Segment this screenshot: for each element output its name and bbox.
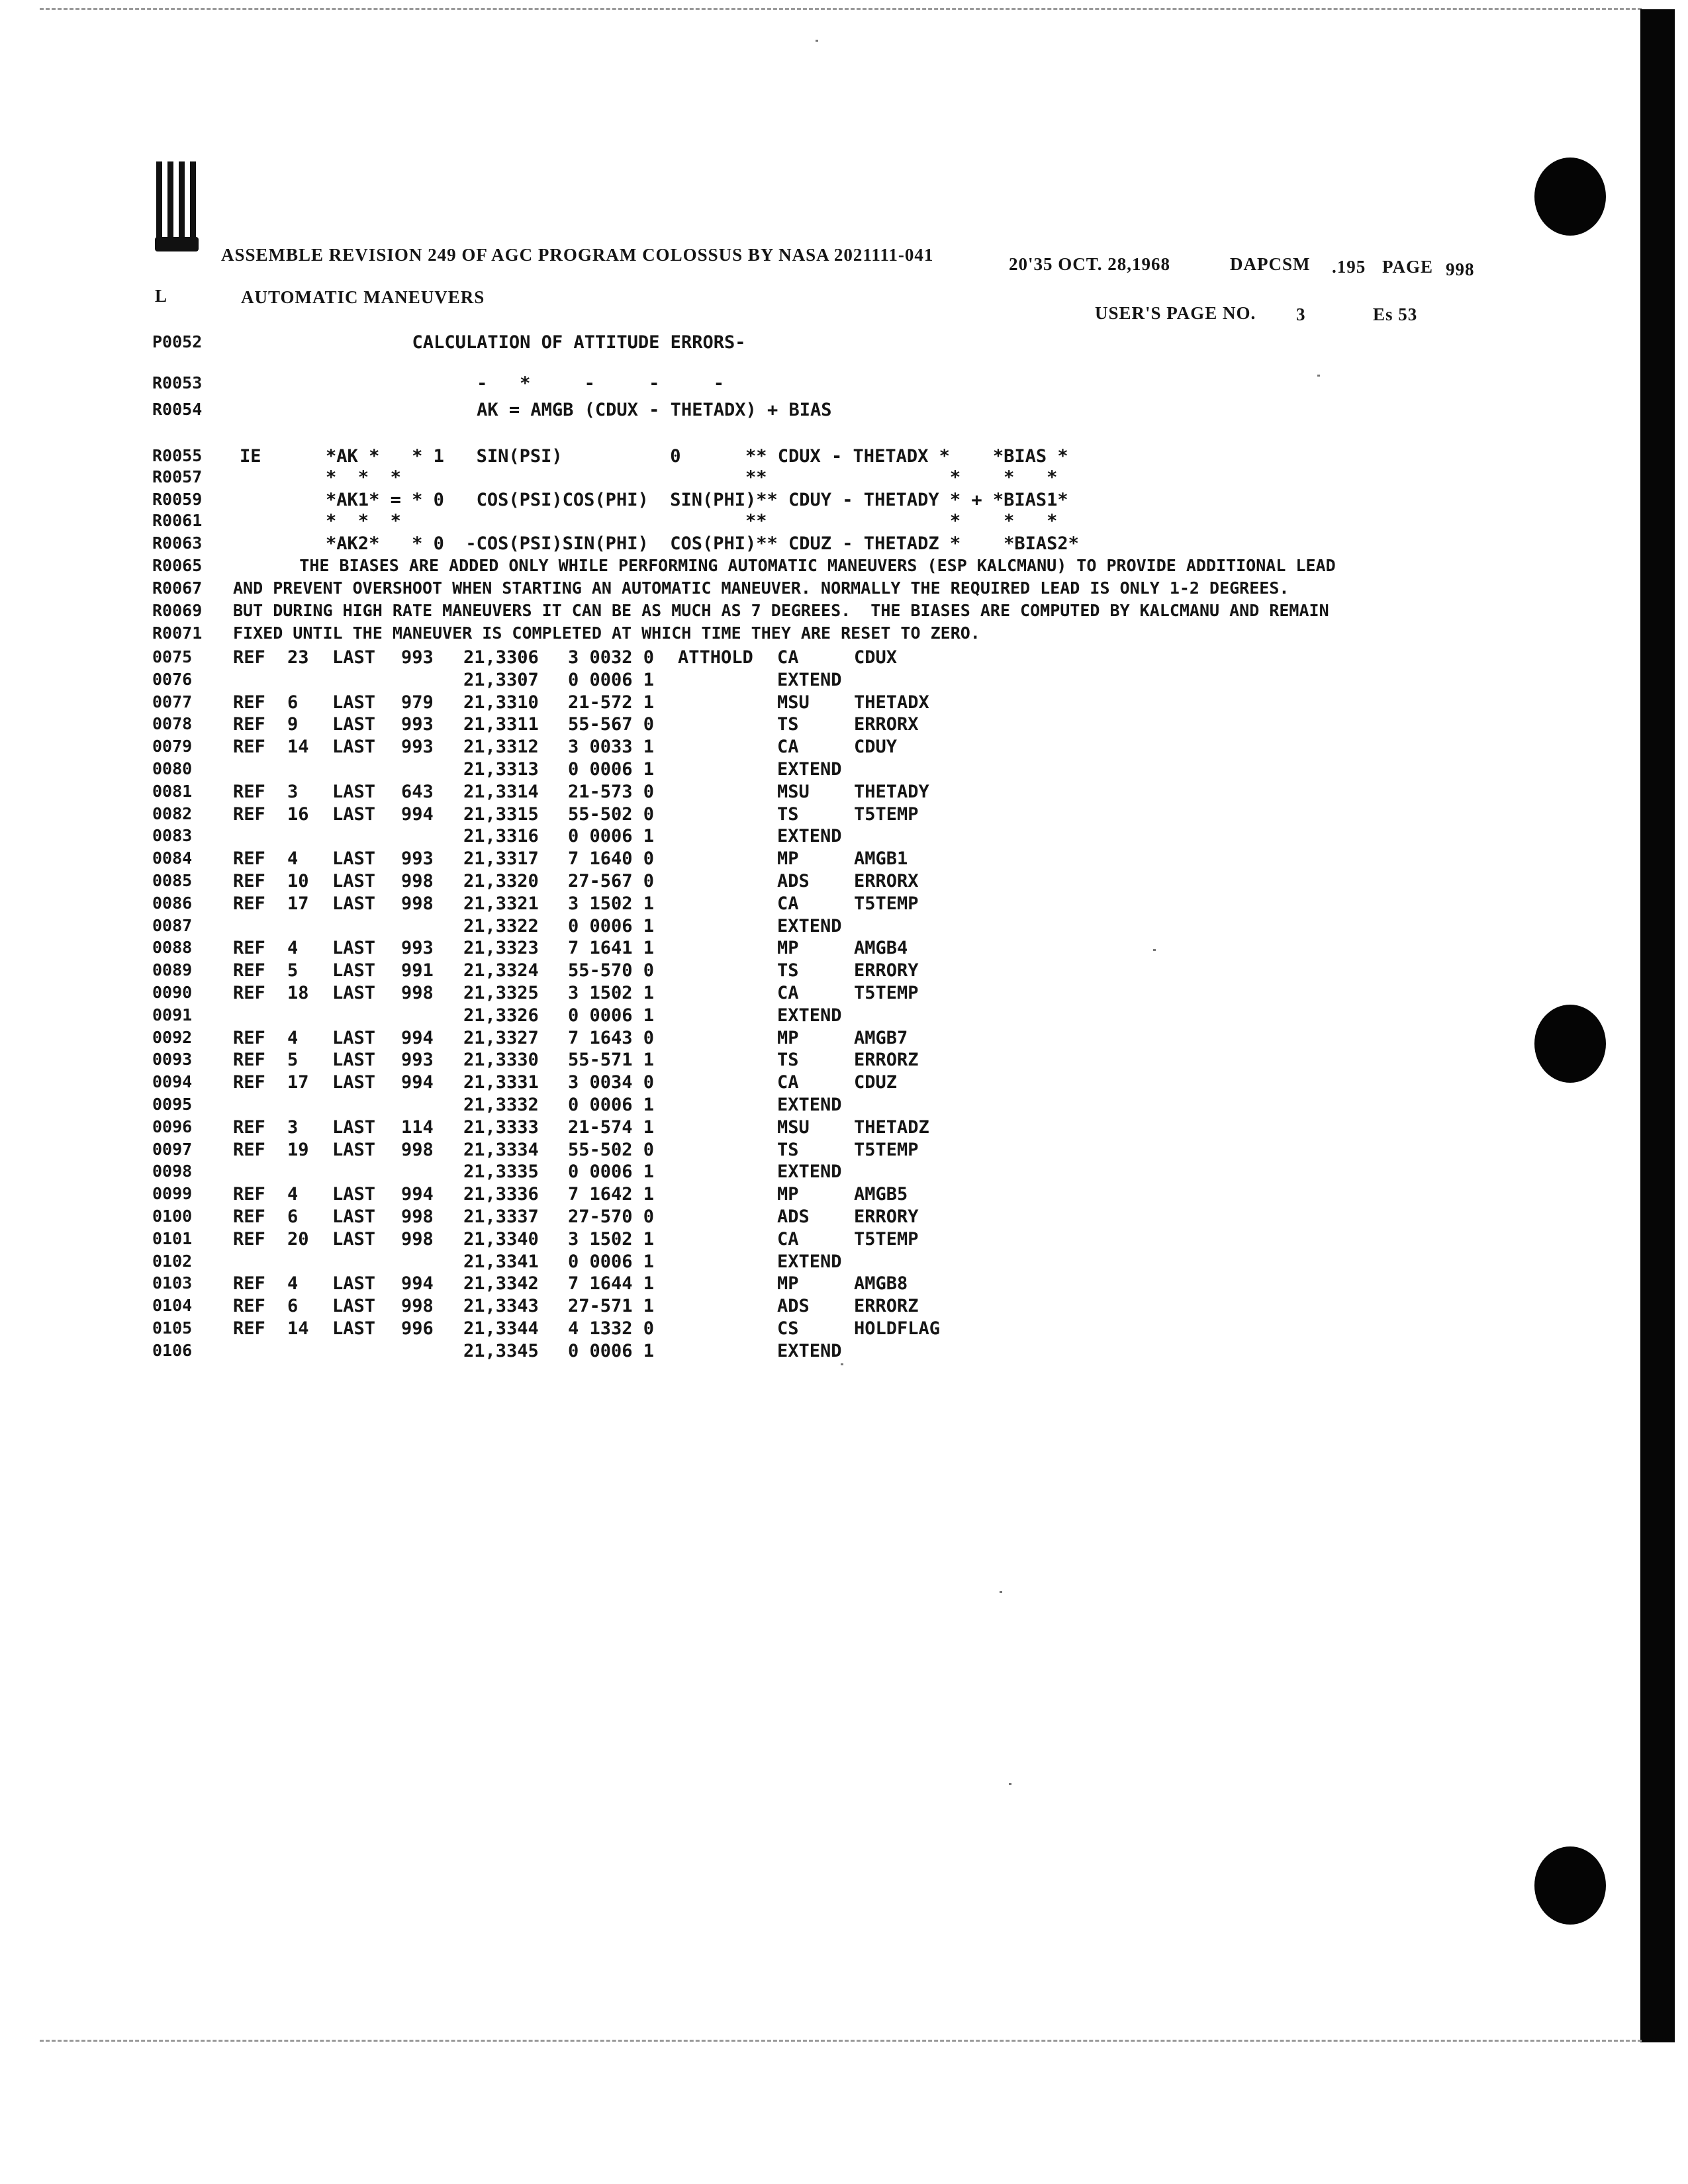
operand: CDUY [854, 737, 898, 757]
address: 21,3335 [463, 1161, 539, 1182]
octal-word: 27-571 1 [568, 1296, 655, 1316]
operand: ERRORX [854, 714, 919, 735]
last-marker: LAST [332, 714, 376, 735]
opcode: CS [777, 1318, 799, 1339]
card-number: 998 [401, 871, 434, 891]
line-number: R0054 [152, 400, 203, 419]
ref-count: 5 [287, 1050, 299, 1070]
top-scan-edge [40, 8, 1642, 12]
ref-count: 3 [287, 1117, 299, 1138]
line-text: AK = AMGB (CDUX - THETADX) + BIAS [305, 400, 832, 420]
line-number: 0079 [152, 737, 193, 756]
octal-word: 7 1640 0 [568, 848, 655, 869]
operand: CDUZ [854, 1072, 898, 1093]
octal-word: 0 0006 1 [568, 1161, 655, 1182]
opcode: MP [777, 1184, 799, 1205]
line-number: 0076 [152, 670, 193, 689]
octal-word: 0 0006 1 [568, 670, 655, 690]
opcode: EXTEND [777, 1341, 842, 1361]
ref-count: 9 [287, 714, 299, 735]
line-text: IE *AK * * 1 SIN(PSI) 0 ** CDUX - THETADX * *BIAS * [240, 446, 1068, 467]
operand: ERRORZ [854, 1296, 919, 1316]
card-number: 994 [401, 1273, 434, 1294]
line-number: 0080 [152, 759, 193, 778]
ref-marker: REF [233, 1273, 265, 1294]
opcode: TS [777, 1140, 799, 1160]
line-number: 0098 [152, 1161, 193, 1181]
opcode: MSU [777, 1117, 810, 1138]
address: 21,3325 [463, 983, 539, 1003]
address: 21,3323 [463, 938, 539, 958]
ref-marker: REF [233, 647, 265, 668]
octal-word: 21-573 0 [568, 782, 655, 802]
operand: ERRORX [854, 871, 919, 891]
label: ATTHOLD [678, 647, 753, 668]
line-number: 0100 [152, 1206, 193, 1226]
last-marker: LAST [332, 893, 376, 914]
card-number: 979 [401, 692, 434, 713]
card-number: 991 [401, 960, 434, 981]
ref-marker: REF [233, 1050, 265, 1070]
line-text: BUT DURING HIGH RATE MANEUVERS IT CAN BE AS MUCH AS 7 DEGREES. THE BIASES ARE COMPUTED BY KALCMANU AND REMAIN [233, 601, 1329, 620]
address: 21,3341 [463, 1251, 539, 1272]
line-number: 0101 [152, 1229, 193, 1248]
ref-count: 17 [287, 893, 309, 914]
line-text: THE BIASES ARE ADDED ONLY WHILE PERFORMING AUTOMATIC MANEUVERS (ESP KALCMANU) TO PROVIDE ADDITIONAL LEAD [240, 556, 1336, 575]
line-number: 0095 [152, 1095, 193, 1114]
ref-marker: REF [233, 1206, 265, 1227]
card-number: 998 [401, 1296, 434, 1316]
operand: T5TEMP [854, 893, 919, 914]
ref-count: 4 [287, 1184, 299, 1205]
line-number: 0091 [152, 1005, 193, 1024]
operand: T5TEMP [854, 804, 919, 825]
ref-marker: REF [233, 737, 265, 757]
ref-marker: REF [233, 848, 265, 869]
line-text: * * * ** * * * [240, 467, 1058, 488]
card-number: 998 [401, 1229, 434, 1250]
card-number: 994 [401, 1028, 434, 1048]
octal-word: 0 0006 1 [568, 759, 655, 780]
assembly-title: ASSEMBLE REVISION 249 OF AGC PROGRAM COLOSSUS BY NASA 2021111-041 [221, 245, 934, 265]
last-marker: LAST [332, 737, 376, 757]
octal-word: 7 1644 1 [568, 1273, 655, 1294]
address: 21,3333 [463, 1117, 539, 1138]
ref-count: 16 [287, 804, 309, 825]
opcode: MSU [777, 692, 810, 713]
line-number: 0096 [152, 1117, 193, 1136]
opcode: CA [777, 737, 799, 757]
octal-word: 7 1643 0 [568, 1028, 655, 1048]
last-marker: LAST [332, 1184, 376, 1205]
last-marker: LAST [332, 983, 376, 1003]
ref-marker: REF [233, 983, 265, 1003]
card-number: 998 [401, 1140, 434, 1160]
last-marker: LAST [332, 782, 376, 802]
opcode: EXTEND [777, 670, 842, 690]
line-number: 0106 [152, 1341, 193, 1360]
address: 21,3340 [463, 1229, 539, 1250]
last-marker: LAST [332, 1028, 376, 1048]
operand: AMGB7 [854, 1028, 908, 1048]
card-number: 993 [401, 714, 434, 735]
octal-word: 27-567 0 [568, 871, 655, 891]
address: 21,3327 [463, 1028, 539, 1048]
ref-count: 10 [287, 871, 309, 891]
user-page-label: USER'S PAGE NO. [1095, 303, 1256, 323]
ref-count: 3 [287, 782, 299, 802]
octal-word: 7 1642 1 [568, 1184, 655, 1205]
address: 21,3336 [463, 1184, 539, 1205]
last-marker: LAST [332, 960, 376, 981]
operand: THETADY [854, 782, 929, 802]
ref-marker: REF [233, 1318, 265, 1339]
line-number: 0093 [152, 1050, 193, 1069]
line-number: 0104 [152, 1296, 193, 1315]
ref-marker: REF [233, 804, 265, 825]
ref-count: 6 [287, 692, 299, 713]
line-number: 0077 [152, 692, 193, 711]
scan-speck [1000, 1591, 1002, 1593]
opcode: TS [777, 1050, 799, 1070]
address: 21,3312 [463, 737, 539, 757]
right-scan-edge [1640, 9, 1675, 2042]
opcode: MSU [777, 782, 810, 802]
line-number: 0084 [152, 848, 193, 868]
line-number: R0061 [152, 511, 203, 530]
ref-count: 4 [287, 938, 299, 958]
ref-count: 4 [287, 848, 299, 869]
ref-count: 23 [287, 647, 309, 668]
operand: ERRORZ [854, 1050, 919, 1070]
line-number: 0083 [152, 826, 193, 845]
line-number: R0067 [152, 578, 203, 598]
ref-count: 14 [287, 737, 309, 757]
opcode: EXTEND [777, 1005, 842, 1026]
octal-word: 3 1502 1 [568, 893, 655, 914]
operand: AMGB1 [854, 848, 908, 869]
opcode: ADS [777, 1296, 810, 1316]
operand: T5TEMP [854, 983, 919, 1003]
ref-count: 6 [287, 1296, 299, 1316]
opcode: EXTEND [777, 916, 842, 936]
operand: THETADX [854, 692, 929, 713]
line-text: - * - - - [305, 373, 724, 394]
line-text: *AK1* = * 0 COS(PSI)COS(PHI) SIN(PHI)** CDUY - THETADY * + *BIAS1* [240, 490, 1068, 510]
octal-word: 3 1502 1 [568, 1229, 655, 1250]
line-number: 0092 [152, 1028, 193, 1047]
opcode: MP [777, 848, 799, 869]
opcode: MP [777, 938, 799, 958]
address: 21,3321 [463, 893, 539, 914]
last-marker: LAST [332, 1117, 376, 1138]
address: 21,3332 [463, 1095, 539, 1115]
address: 21,3314 [463, 782, 539, 802]
line-number: 0085 [152, 871, 193, 890]
operand: T5TEMP [854, 1140, 919, 1160]
section-name: AUTOMATIC MANEUVERS [241, 287, 485, 307]
last-marker: LAST [332, 1050, 376, 1070]
last-marker: LAST [332, 692, 376, 713]
operand: CDUX [854, 647, 898, 668]
last-marker: LAST [332, 871, 376, 891]
last-marker: LAST [332, 1072, 376, 1093]
opcode: MP [777, 1028, 799, 1048]
line-number: 0102 [152, 1251, 193, 1271]
card-number: 998 [401, 1206, 434, 1227]
address: 21,3343 [463, 1296, 539, 1316]
card-number: 993 [401, 848, 434, 869]
ref-count: 20 [287, 1229, 309, 1250]
last-marker: LAST [332, 1140, 376, 1160]
address: 21,3322 [463, 916, 539, 936]
octal-word: 4 1332 0 [568, 1318, 655, 1339]
last-marker: LAST [332, 1206, 376, 1227]
last-marker: LAST [332, 938, 376, 958]
ref-marker: REF [233, 1028, 265, 1048]
card-number: 993 [401, 647, 434, 668]
octal-word: 0 0006 1 [568, 916, 655, 936]
last-marker: LAST [332, 804, 376, 825]
line-number: 0075 [152, 647, 193, 666]
line-text: AND PREVENT OVERSHOOT WHEN STARTING AN AUTOMATIC MANEUVER. NORMALLY THE REQUIRED LEAD IS ONLY 1-2 DEGREES. [233, 578, 1289, 598]
ref-marker: REF [233, 782, 265, 802]
ref-marker: REF [233, 871, 265, 891]
printer-logo-icon [155, 161, 199, 254]
scan-speck [1317, 375, 1320, 377]
address: 21,3315 [463, 804, 539, 825]
address: 21,3320 [463, 871, 539, 891]
line-number: R0065 [152, 556, 203, 575]
address: 21,3306 [463, 647, 539, 668]
octal-word: 0 0006 1 [568, 1251, 655, 1272]
opcode: EXTEND [777, 1161, 842, 1182]
ref-marker: REF [233, 1296, 265, 1316]
line-number: 0089 [152, 960, 193, 979]
job-name: DAPCSM [1230, 254, 1311, 274]
last-marker: LAST [332, 1318, 376, 1339]
ref-count: 4 [287, 1028, 299, 1048]
last-marker: LAST [332, 848, 376, 869]
octal-word: 3 1502 1 [568, 983, 655, 1003]
line-number: 0078 [152, 714, 193, 733]
address: 21,3342 [463, 1273, 539, 1294]
ref-marker: REF [233, 1184, 265, 1205]
card-number: 998 [401, 893, 434, 914]
line-number: 0099 [152, 1184, 193, 1203]
card-number: 993 [401, 737, 434, 757]
address: 21,3316 [463, 826, 539, 846]
line-number: R0057 [152, 467, 203, 486]
octal-word: 55-502 0 [568, 1140, 655, 1160]
address: 21,3326 [463, 1005, 539, 1026]
line-number: R0071 [152, 623, 203, 643]
scan-speck [1153, 949, 1156, 951]
operand: AMGB5 [854, 1184, 908, 1205]
address: 21,3337 [463, 1206, 539, 1227]
line-number: 0081 [152, 782, 193, 801]
line-number: 0103 [152, 1273, 193, 1293]
ref-marker: REF [233, 1072, 265, 1093]
octal-word: 0 0006 1 [568, 1095, 655, 1115]
address: 21,3317 [463, 848, 539, 869]
opcode: CA [777, 983, 799, 1003]
card-number: 996 [401, 1318, 434, 1339]
job-suffix: .195 [1332, 257, 1366, 277]
card-number: 993 [401, 1050, 434, 1070]
address: 21,3345 [463, 1341, 539, 1361]
ref-marker: REF [233, 1117, 265, 1138]
ref-count: 18 [287, 983, 309, 1003]
opcode: TS [777, 714, 799, 735]
punch-hole-bottom [1534, 1846, 1606, 1925]
line-number: 0088 [152, 938, 193, 957]
opcode: CA [777, 1072, 799, 1093]
opcode: EXTEND [777, 1095, 842, 1115]
bottom-scan-edge [40, 2040, 1642, 2044]
line-number: 0105 [152, 1318, 193, 1338]
opcode: TS [777, 960, 799, 981]
card-number: 994 [401, 1184, 434, 1205]
ref-marker: REF [233, 960, 265, 981]
line-number: R0069 [152, 601, 203, 620]
opcode: ADS [777, 1206, 810, 1227]
octal-word: 3 0034 0 [568, 1072, 655, 1093]
opcode: CA [777, 647, 799, 668]
address: 21,3311 [463, 714, 539, 735]
opcode: CA [777, 1229, 799, 1250]
octal-word: 7 1641 1 [568, 938, 655, 958]
operand: THETADZ [854, 1117, 929, 1138]
address: 21,3334 [463, 1140, 539, 1160]
last-marker: LAST [332, 1296, 376, 1316]
address: 21,3324 [463, 960, 539, 981]
line-number: 0097 [152, 1140, 193, 1159]
address: 21,3344 [463, 1318, 539, 1339]
opcode: EXTEND [777, 826, 842, 846]
ref-marker: REF [233, 692, 265, 713]
assembly-datetime: 20'35 OCT. 28,1968 [1009, 254, 1171, 274]
scan-speck [841, 1363, 843, 1365]
octal-word: 55-570 0 [568, 960, 655, 981]
line-number: 0090 [152, 983, 193, 1002]
card-number: 994 [401, 1072, 434, 1093]
ref-marker: REF [233, 1140, 265, 1160]
octal-word: 0 0006 1 [568, 1341, 655, 1361]
last-marker: LAST [332, 647, 376, 668]
octal-word: 3 0033 1 [568, 737, 655, 757]
operand: ERRORY [854, 960, 919, 981]
line-number: 0094 [152, 1072, 193, 1091]
scan-speck [816, 40, 818, 42]
opcode: EXTEND [777, 759, 842, 780]
octal-word: 55-567 0 [568, 714, 655, 735]
ref-count: 14 [287, 1318, 309, 1339]
card-number: 993 [401, 938, 434, 958]
last-marker: LAST [332, 1273, 376, 1294]
operand: HOLDFLAG [854, 1318, 941, 1339]
sheet-number: Es 53 [1373, 304, 1418, 324]
ref-marker: REF [233, 938, 265, 958]
operand: AMGB4 [854, 938, 908, 958]
user-page-number: 3 [1296, 304, 1306, 324]
line-number: R0055 [152, 446, 203, 465]
opcode: CA [777, 893, 799, 914]
octal-word: 21-574 1 [568, 1117, 655, 1138]
card-number: 998 [401, 983, 434, 1003]
octal-word: 55-571 1 [568, 1050, 655, 1070]
ref-count: 6 [287, 1206, 299, 1227]
line-number: 0086 [152, 893, 193, 913]
punch-hole-top [1534, 158, 1606, 236]
operand: ERRORY [854, 1206, 919, 1227]
address: 21,3310 [463, 692, 539, 713]
octal-word: 3 0032 0 [568, 647, 655, 668]
opcode: TS [777, 804, 799, 825]
line-number: 0087 [152, 916, 193, 935]
ref-marker: REF [233, 893, 265, 914]
ref-count: 5 [287, 960, 299, 981]
line-number: P0052 [152, 332, 203, 351]
card-number: 994 [401, 804, 434, 825]
opcode: MP [777, 1273, 799, 1294]
address: 21,3330 [463, 1050, 539, 1070]
line-text: CALCULATION OF ATTITUDE ERRORS- [305, 332, 746, 353]
octal-word: 27-570 0 [568, 1206, 655, 1227]
octal-word: 0 0006 1 [568, 1005, 655, 1026]
ref-count: 19 [287, 1140, 309, 1160]
punch-hole-middle [1534, 1005, 1606, 1083]
page-label: PAGE [1382, 257, 1433, 277]
line-number: R0053 [152, 373, 203, 392]
octal-word: 0 0006 1 [568, 826, 655, 846]
line-text: FIXED UNTIL THE MANEUVER IS COMPLETED AT WHICH TIME THEY ARE RESET TO ZERO. [233, 623, 980, 643]
address: 21,3307 [463, 670, 539, 690]
octal-word: 55-502 0 [568, 804, 655, 825]
line-text: * * * ** * * * [240, 511, 1058, 531]
opcode: ADS [777, 871, 810, 891]
last-marker: LAST [332, 1229, 376, 1250]
page-number: 998 [1446, 259, 1475, 279]
card-number: 643 [401, 782, 434, 802]
line-number: R0059 [152, 490, 203, 509]
line-text: *AK2* * 0 -COS(PSI)SIN(PHI) COS(PHI)** CDUZ - THETADZ * *BIAS2* [240, 533, 1079, 554]
ref-marker: REF [233, 1229, 265, 1250]
ref-marker: REF [233, 714, 265, 735]
card-number: 114 [401, 1117, 434, 1138]
operand: AMGB8 [854, 1273, 908, 1294]
opcode: EXTEND [777, 1251, 842, 1272]
operand: T5TEMP [854, 1229, 919, 1250]
ref-count: 4 [287, 1273, 299, 1294]
line-number: 0082 [152, 804, 193, 823]
address: 21,3313 [463, 759, 539, 780]
line-number: R0063 [152, 533, 203, 553]
octal-word: 21-572 1 [568, 692, 655, 713]
section-marker: L [155, 286, 168, 306]
address: 21,3331 [463, 1072, 539, 1093]
ref-count: 17 [287, 1072, 309, 1093]
scan-speck [1009, 1783, 1011, 1785]
